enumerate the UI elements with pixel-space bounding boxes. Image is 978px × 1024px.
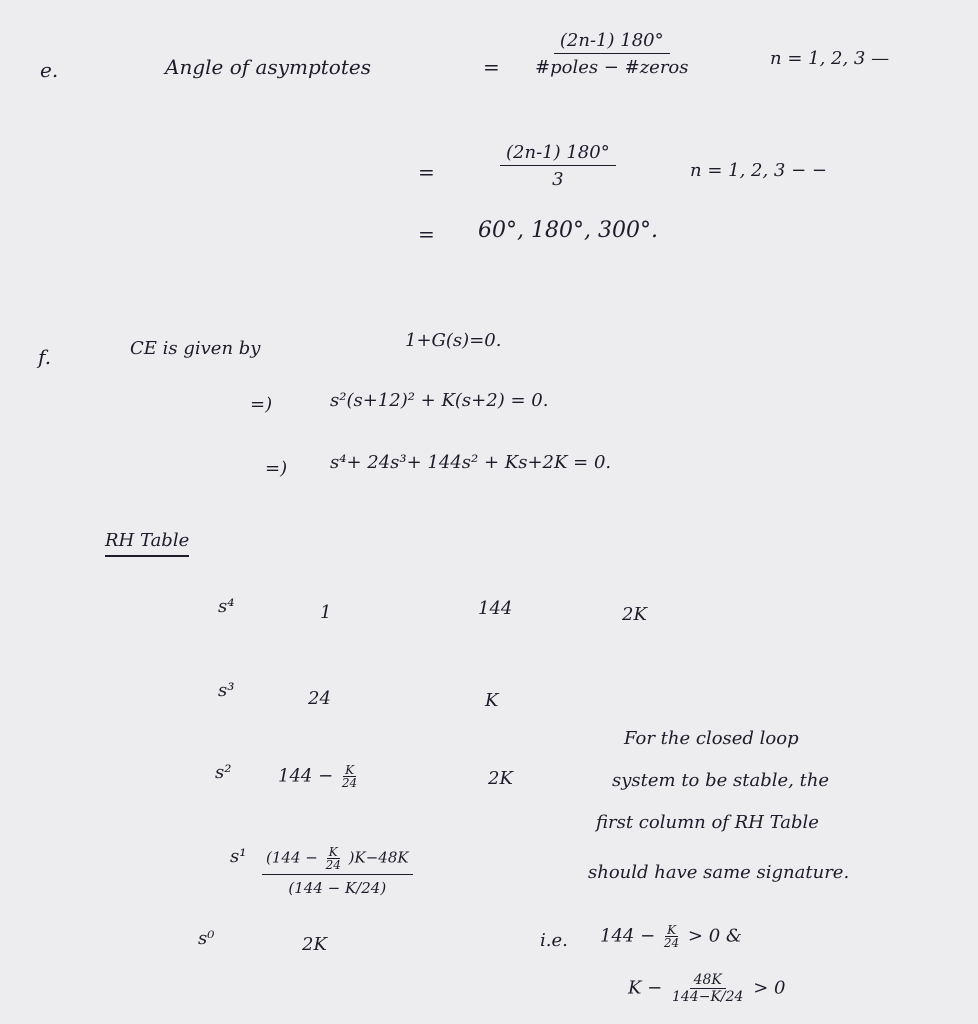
fraction-numerator: K bbox=[667, 923, 677, 937]
ie-label: i.e. bbox=[540, 930, 568, 951]
formula-numerator: (2n-1) 180° bbox=[554, 30, 670, 54]
rh-cell: 2K bbox=[302, 934, 327, 955]
asymptote-angles-result: 60°, 180°, 300°. bbox=[478, 218, 658, 243]
equals-sign: = bbox=[418, 160, 435, 184]
fraction-numerator: 48K bbox=[690, 972, 726, 989]
fraction-numerator: K bbox=[345, 763, 355, 777]
equals-sign: = bbox=[418, 222, 435, 246]
s1-numerator bbox=[262, 846, 413, 875]
part-f-label: f. bbox=[38, 345, 52, 369]
equals-sign: = bbox=[483, 55, 500, 79]
s1-num-part: )K−48K bbox=[348, 848, 409, 867]
ce-intro: CE is given by bbox=[130, 338, 261, 359]
stability-note-line: system to be stable, the bbox=[612, 770, 830, 791]
rh-row-power: s⁴ bbox=[218, 596, 235, 617]
fraction-denominator: 24 bbox=[663, 936, 680, 950]
formula-numerator: (2n-1) 180° bbox=[500, 142, 616, 166]
implies-arrow: =) bbox=[250, 394, 273, 415]
characteristic-equation: 1+G(s)=0. bbox=[405, 330, 502, 351]
rh-table-title: RH Table bbox=[105, 530, 189, 557]
rh-cell: 24 bbox=[308, 688, 331, 709]
rh-row-power: s⁰ bbox=[198, 928, 215, 949]
s1-denominator: (144 − K/24) bbox=[288, 879, 387, 897]
k-over-24-fraction bbox=[662, 924, 681, 949]
fraction-denominator: 144−K/24 bbox=[672, 989, 744, 1005]
asymptote-formula-substituted bbox=[500, 142, 616, 190]
s1-num-part: (144 − bbox=[266, 848, 318, 867]
ce-expanded-1: s²(s+12)² + K(s+2) = 0. bbox=[330, 390, 549, 411]
fraction-denominator: 24 bbox=[325, 858, 341, 872]
condition-text: > 0 & bbox=[687, 925, 742, 947]
k-over-24-fraction bbox=[324, 846, 343, 871]
rh-cell: 144 bbox=[478, 598, 513, 619]
rh-cell-s1-col1 bbox=[262, 846, 413, 897]
rh-cell: 1 bbox=[320, 602, 332, 623]
rh-row-power: s² bbox=[215, 762, 232, 783]
rh-row-power: s³ bbox=[218, 680, 235, 701]
rh-cell-s2-col1 bbox=[278, 764, 360, 789]
stability-condition-2 bbox=[628, 972, 785, 1005]
stability-condition-1 bbox=[600, 924, 742, 949]
k-over-24-fraction bbox=[340, 764, 359, 789]
48k-fraction bbox=[668, 972, 747, 1005]
stability-note-line: should have same signature. bbox=[588, 862, 850, 883]
fraction-numerator: K bbox=[328, 845, 338, 859]
stability-note-line: For the closed loop bbox=[624, 728, 799, 749]
rh-cell: 2K bbox=[488, 768, 513, 789]
formula-denominator: 3 bbox=[552, 169, 564, 190]
n-range: n = 1, 2, 3 — bbox=[770, 48, 890, 69]
rh-cell-text: 144 − bbox=[278, 765, 334, 787]
rh-row-power: s¹ bbox=[230, 846, 247, 867]
asymptote-formula bbox=[535, 30, 689, 78]
part-e-label: e. bbox=[40, 58, 59, 82]
formula-denominator: #poles − #zeros bbox=[535, 57, 689, 78]
fraction-denominator: 24 bbox=[341, 776, 358, 790]
asymptote-angle-label: Angle of asymptotes bbox=[165, 55, 371, 79]
condition-text: 144 − bbox=[600, 925, 656, 947]
ce-expanded-2: s⁴+ 24s³+ 144s² + Ks+2K = 0. bbox=[330, 452, 612, 473]
implies-arrow: =) bbox=[265, 458, 288, 479]
stability-note-line: first column of RH Table bbox=[596, 812, 819, 833]
condition-text: > 0 bbox=[753, 977, 786, 999]
rh-cell: 2K bbox=[622, 604, 647, 625]
n-range: n = 1, 2, 3 − − bbox=[690, 160, 827, 181]
rh-cell: K bbox=[485, 690, 499, 711]
condition-text: K − bbox=[628, 977, 663, 999]
